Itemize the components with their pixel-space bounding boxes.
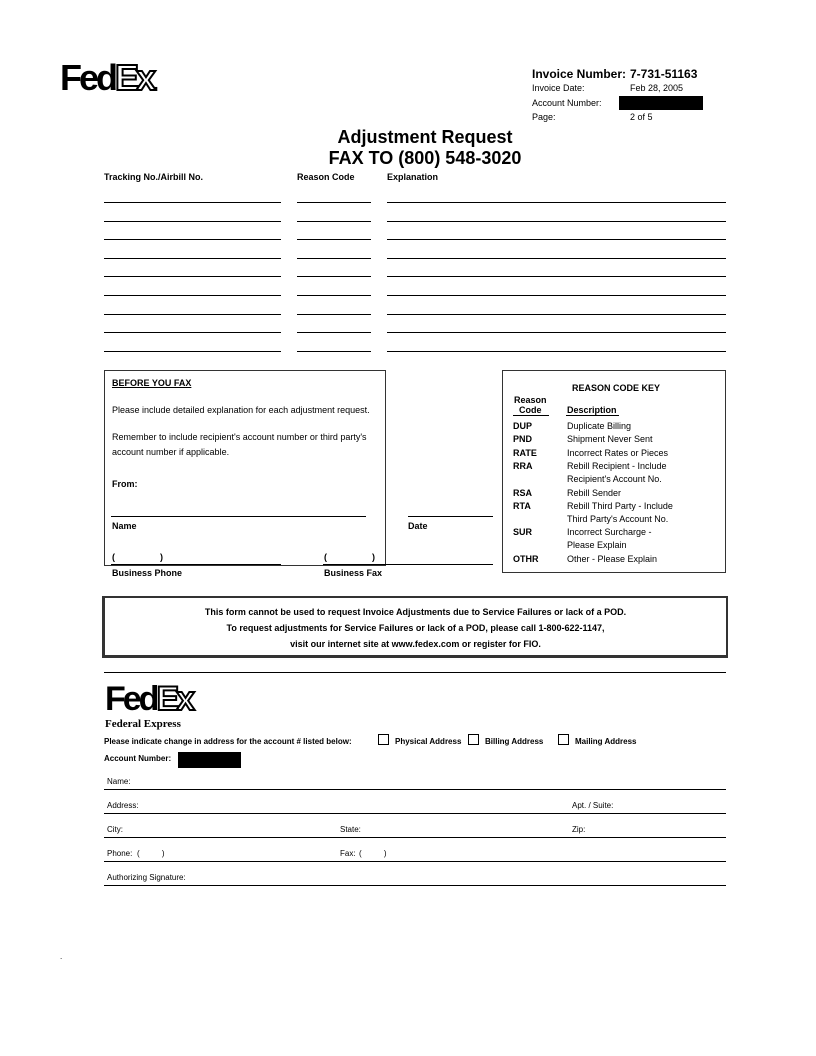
reason-entry-line[interactable] bbox=[297, 332, 371, 333]
business-phone-line[interactable] bbox=[111, 564, 281, 565]
phone-paren-open: ( bbox=[112, 552, 115, 562]
reason-key-title: REASON CODE KEY bbox=[572, 383, 661, 393]
before-fax-line2: Remember to include recipient's account number or third party's bbox=[112, 432, 367, 442]
explanation-entry-line[interactable] bbox=[387, 258, 726, 259]
account-number-label: Account Number: bbox=[104, 754, 172, 763]
fax-paren-open: ( bbox=[324, 552, 327, 562]
mailing-address-checkbox[interactable] bbox=[558, 734, 569, 745]
reason-description: Rebill Recipient - Include bbox=[567, 461, 667, 471]
explanation-entry-line[interactable] bbox=[387, 221, 726, 222]
tracking-entry-line[interactable] bbox=[104, 351, 281, 352]
fedex-logo bbox=[60, 57, 159, 102]
reason-description: Shipment Never Sent bbox=[567, 434, 653, 444]
physical-address-label: Physical Address bbox=[395, 737, 462, 746]
reason-entry-line[interactable] bbox=[297, 258, 371, 259]
footer-mark: . bbox=[60, 952, 63, 961]
reason-code: DUP bbox=[513, 421, 533, 431]
business-fax-label: Business Fax bbox=[324, 568, 383, 578]
reason-code: SUR bbox=[513, 527, 533, 537]
fax-field-parens: ( ) bbox=[359, 849, 387, 858]
physical-address-checkbox[interactable] bbox=[378, 734, 389, 745]
invoice-account-label: Account Number: bbox=[532, 98, 602, 108]
reason-entry-line[interactable] bbox=[297, 295, 371, 296]
invoice-number-value: 7-731-51163 bbox=[630, 67, 698, 81]
reason-entry-line[interactable] bbox=[297, 239, 371, 240]
apt-field-label: Apt. / Suite: bbox=[572, 801, 614, 810]
invoice-date-label: Invoice Date: bbox=[532, 83, 585, 93]
address-field-line[interactable] bbox=[104, 813, 726, 814]
reason-description: Other - Please Explain bbox=[567, 554, 658, 564]
phone-field-parens: ( ) bbox=[137, 849, 165, 858]
before-fax-heading: BEFORE YOU FAX bbox=[112, 378, 192, 388]
col-explanation: Explanation bbox=[387, 172, 439, 182]
logo-dot: . bbox=[153, 73, 159, 95]
invoice-page bbox=[532, 112, 653, 122]
redacted-account-number-2 bbox=[178, 752, 241, 768]
invoice-date bbox=[532, 83, 684, 93]
invoice-page-value: 2 of 5 bbox=[630, 112, 653, 122]
before-you-fax-box bbox=[104, 370, 386, 566]
explanation-entry-line[interactable] bbox=[387, 314, 726, 315]
address-change-instruction: Please indicate change in address for the account # listed below: bbox=[104, 737, 352, 746]
name-label: Name bbox=[112, 521, 137, 531]
reason-description: Rebill Third Party - Include bbox=[567, 501, 673, 511]
city-field-line[interactable] bbox=[104, 837, 726, 838]
tracking-entry-line[interactable] bbox=[104, 202, 281, 203]
before-fax-line1: Please include detailed explanation for each adjustment request. bbox=[112, 405, 370, 415]
reason-code: RRA bbox=[513, 461, 533, 471]
invoice-number-label: Invoice Number: bbox=[532, 67, 627, 81]
billing-address-checkbox[interactable] bbox=[468, 734, 479, 745]
signature-field-label: Authorizing Signature: bbox=[107, 873, 186, 882]
phone-field-label: Phone: bbox=[107, 849, 133, 858]
from-label: From: bbox=[112, 479, 138, 489]
reason-description: Duplicate Billing bbox=[567, 421, 632, 431]
before-fax-line3: account number if applicable. bbox=[112, 447, 230, 457]
tracking-entry-line[interactable] bbox=[104, 295, 281, 296]
billing-address-label: Billing Address bbox=[485, 737, 544, 746]
invoice-page-label: Page: bbox=[532, 112, 556, 122]
explanation-entry-line[interactable] bbox=[387, 332, 726, 333]
reason-code-head-1: Reason bbox=[514, 395, 547, 405]
reason-code: RSA bbox=[513, 488, 533, 498]
col-tracking: Tracking No./Airbill No. bbox=[104, 172, 204, 182]
notice-box bbox=[102, 596, 728, 658]
reason-description: Incorrect Surcharge - bbox=[567, 527, 652, 537]
city-field-label: City: bbox=[107, 825, 123, 834]
notice-line3: visit our internet site at www.fedex.com or register for FIO. bbox=[290, 639, 541, 649]
tracking-entry-line[interactable] bbox=[104, 276, 281, 277]
reason-entry-line[interactable] bbox=[297, 314, 371, 315]
logo-fed: Fed bbox=[60, 57, 116, 98]
reason-entry-line[interactable] bbox=[297, 276, 371, 277]
redacted-account-number bbox=[619, 96, 703, 110]
notice-line1: This form cannot be used to request Invoice Adjustments due to Service Failures or lack of a POD. bbox=[204, 607, 627, 617]
signature-field-line[interactable] bbox=[104, 885, 726, 886]
federal-express-text: Federal Express bbox=[105, 718, 181, 730]
invoice-date-value: Feb 28, 2005 bbox=[630, 83, 684, 93]
reason-code: OTHR bbox=[513, 554, 539, 564]
fax-number-title: FAX TO (800) 548-3020 bbox=[328, 148, 522, 168]
explanation-entry-line[interactable] bbox=[387, 239, 726, 240]
reason-description-cont: Third Party's Account No. bbox=[567, 514, 669, 524]
tracking-entry-line[interactable] bbox=[104, 221, 281, 222]
name-line[interactable] bbox=[111, 516, 366, 517]
business-phone-label: Business Phone bbox=[112, 568, 183, 578]
zip-field-label: Zip: bbox=[572, 825, 586, 834]
fax-field-label: Fax: bbox=[340, 849, 356, 858]
address-field-label: Address: bbox=[107, 801, 139, 810]
state-field-label: State: bbox=[340, 825, 361, 834]
section-divider bbox=[104, 672, 726, 673]
invoice-number bbox=[532, 67, 698, 81]
reason-entry-line[interactable] bbox=[297, 351, 371, 352]
col-reason: Reason Code bbox=[297, 172, 355, 182]
phone-field-line[interactable] bbox=[104, 861, 726, 862]
phone-paren-close: ) bbox=[160, 552, 163, 562]
reason-code-head-2: Code bbox=[519, 405, 542, 415]
reason-description: Rebill Sender bbox=[567, 488, 622, 498]
explanation-entry-line[interactable] bbox=[387, 202, 726, 203]
logo-ex: Ex bbox=[115, 57, 154, 98]
tracking-entry-line[interactable] bbox=[104, 314, 281, 315]
tracking-entry-line[interactable] bbox=[104, 239, 281, 240]
reason-code: RATE bbox=[513, 448, 537, 458]
name-field-label: Name: bbox=[107, 777, 131, 786]
reason-description: Incorrect Rates or Pieces bbox=[567, 448, 669, 458]
business-fax-line[interactable] bbox=[323, 564, 493, 565]
reason-entry-line[interactable] bbox=[297, 221, 371, 222]
tracking-entry-line[interactable] bbox=[104, 332, 281, 333]
reason-description-cont: Please Explain bbox=[567, 540, 627, 550]
fedex-logo-bottom bbox=[105, 682, 192, 716]
explanation-entry-line[interactable] bbox=[387, 276, 726, 277]
notice-line2: To request adjustments for Service Failures or lack of a POD, please call 1-800-622-1147, bbox=[226, 623, 605, 633]
tracking-entry-line[interactable] bbox=[104, 258, 281, 259]
name-field-line[interactable] bbox=[104, 789, 726, 790]
page-title: Adjustment Request bbox=[337, 127, 513, 147]
logo-bottom-fed: Fed bbox=[105, 680, 157, 718]
fax-paren-close: ) bbox=[372, 552, 375, 562]
date-line[interactable] bbox=[408, 516, 493, 517]
logo-bottom-ex: Ex bbox=[156, 680, 193, 718]
reason-entry-line[interactable] bbox=[297, 202, 371, 203]
invoice-account bbox=[532, 98, 602, 108]
explanation-entry-line[interactable] bbox=[387, 295, 726, 296]
code-head-underline bbox=[513, 415, 549, 416]
reason-code: RTA bbox=[513, 501, 531, 511]
date-label: Date bbox=[408, 521, 428, 531]
mailing-address-label: Mailing Address bbox=[575, 737, 637, 746]
explanation-entry-line[interactable] bbox=[387, 351, 726, 352]
desc-head-underline bbox=[566, 415, 619, 416]
reason-description-cont: Recipient's Account No. bbox=[567, 474, 662, 484]
reason-code: PND bbox=[513, 434, 533, 444]
description-head: Description bbox=[567, 405, 617, 415]
